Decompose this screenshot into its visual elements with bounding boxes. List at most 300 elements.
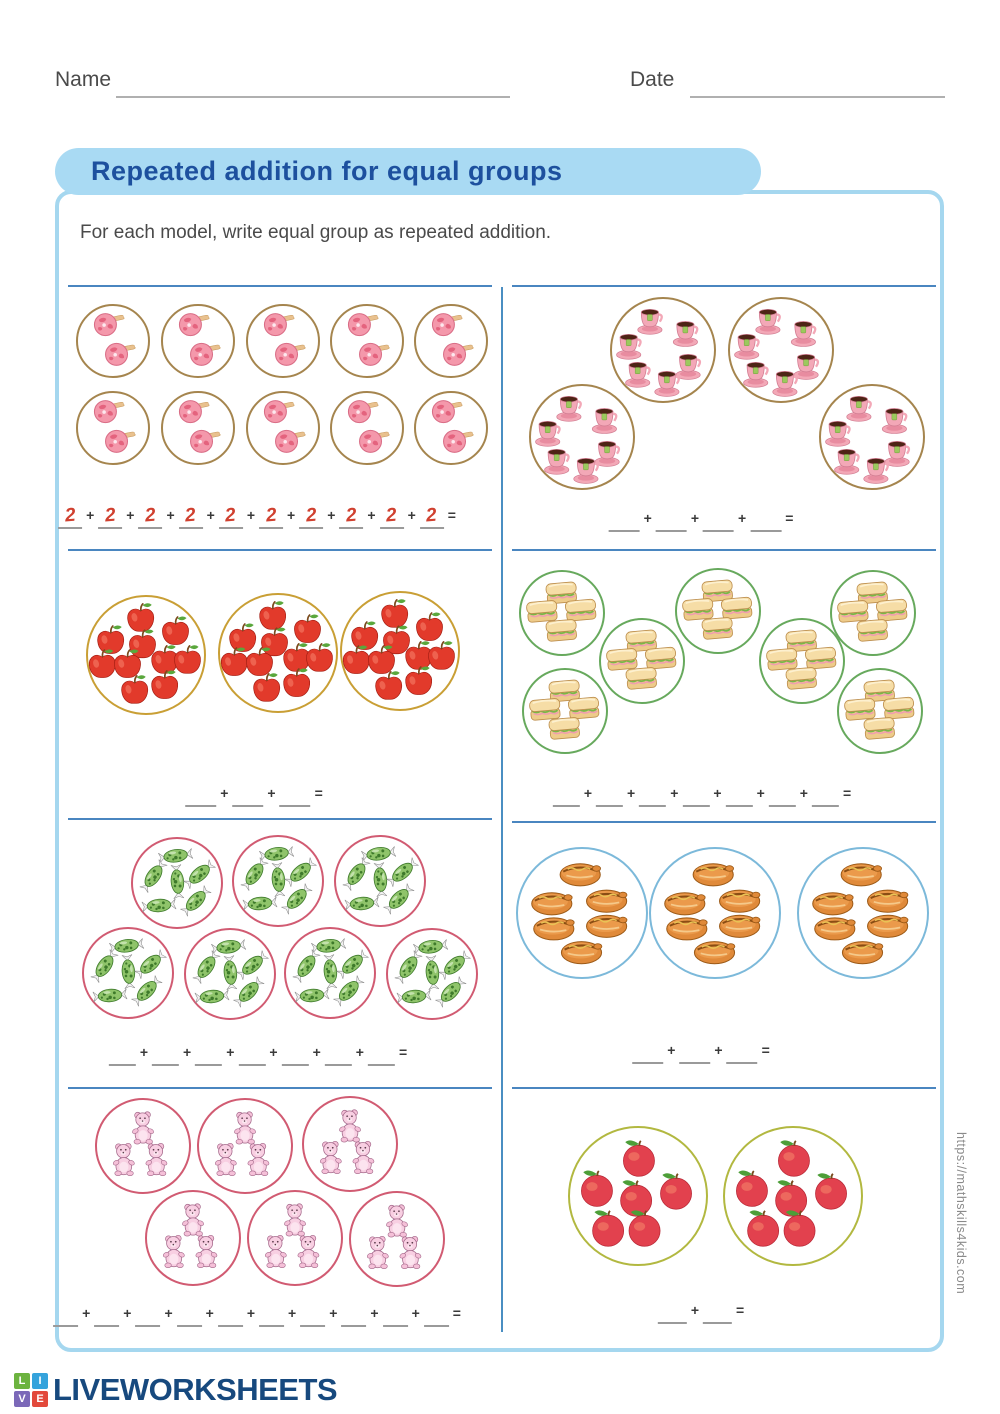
ham-icon xyxy=(348,401,378,423)
hotdog-icon xyxy=(813,893,853,915)
plus-sign: + xyxy=(627,785,636,801)
apple-icon xyxy=(416,612,442,640)
plus-sign: + xyxy=(164,1305,173,1321)
equals-sign: = xyxy=(842,785,852,801)
hotdog-icon xyxy=(841,864,881,886)
ham-icon xyxy=(444,343,474,365)
ham-group-circle xyxy=(330,391,404,465)
ham-icon xyxy=(432,401,462,423)
answer-blank[interactable] xyxy=(300,1303,325,1327)
candy-icon xyxy=(345,896,379,911)
candy-group-circle xyxy=(386,928,478,1020)
teacup-icon xyxy=(676,354,700,379)
bear-group-art xyxy=(199,1100,290,1191)
plus-sign: + xyxy=(355,1044,364,1060)
teacup-icon xyxy=(617,334,641,359)
teacup-icon xyxy=(638,309,662,334)
ham-icon xyxy=(179,401,209,423)
sandwich-icon xyxy=(837,600,869,622)
ham-icon xyxy=(94,401,124,423)
sandwich-icon xyxy=(876,599,908,621)
ham-icon xyxy=(191,430,221,452)
bear-icon xyxy=(319,1141,342,1173)
answer-blank[interactable] xyxy=(596,783,623,807)
bear-icon xyxy=(182,1204,205,1236)
ham-group-art xyxy=(163,306,232,375)
answer-blank[interactable] xyxy=(703,508,734,532)
apple-group-circle xyxy=(218,593,338,713)
plus-sign: + xyxy=(183,1044,192,1060)
hams-answer-row xyxy=(55,505,457,529)
apple-icon xyxy=(98,625,124,653)
answer-value: 2 xyxy=(264,504,278,527)
candy-icon xyxy=(223,955,238,989)
ham-group-circle xyxy=(246,304,320,378)
ham-group-art xyxy=(163,393,232,462)
answer-blank[interactable] xyxy=(341,1303,366,1327)
answer-blank[interactable] xyxy=(769,783,796,807)
teacup-icon xyxy=(882,409,906,434)
candy-icon xyxy=(131,975,164,1008)
answer-blank[interactable] xyxy=(135,1303,160,1327)
bear-icon xyxy=(339,1110,362,1142)
candies-answer-row xyxy=(106,1042,408,1066)
teacup-icon xyxy=(847,396,871,421)
ham-icon xyxy=(106,343,136,365)
answer-blank[interactable] xyxy=(679,1040,710,1064)
answer-blank[interactable] xyxy=(380,505,404,529)
candy-group-circle xyxy=(131,837,223,929)
hotdog-icon xyxy=(868,890,908,912)
answer-value: 2 xyxy=(304,504,318,527)
plus-sign: + xyxy=(126,507,135,523)
apple-icon xyxy=(152,670,178,698)
hotdog-icon xyxy=(815,918,855,940)
equals-sign: = xyxy=(452,1305,461,1321)
sandwich-icon xyxy=(721,597,753,619)
plus-sign: + xyxy=(411,1305,420,1321)
ham-group-art xyxy=(248,393,317,462)
apple-icon xyxy=(128,603,154,631)
answer-blank[interactable] xyxy=(280,783,311,807)
answer-value: 2 xyxy=(104,504,117,527)
candy-icon xyxy=(292,949,321,984)
answer-blank[interactable] xyxy=(94,1303,119,1327)
plus-sign: + xyxy=(643,510,652,526)
sandwiches-section-divider xyxy=(512,549,936,551)
answer-blank[interactable] xyxy=(639,783,666,807)
answer-blank[interactable] xyxy=(282,1042,309,1066)
teacup-group-circle xyxy=(728,297,834,403)
peach-group-circle xyxy=(568,1126,708,1266)
plus-sign: + xyxy=(269,1044,278,1060)
answer-blank[interactable] xyxy=(58,505,82,529)
answer-blank[interactable] xyxy=(259,1303,284,1327)
answer-blank[interactable] xyxy=(195,1042,222,1066)
hotdog-icon xyxy=(694,942,734,964)
teacup-icon xyxy=(864,458,888,483)
sandwich-icon xyxy=(568,697,600,719)
plus-sign: + xyxy=(799,785,808,801)
bear-group-circle xyxy=(247,1190,343,1286)
candy-icon xyxy=(139,859,168,894)
answer-blank[interactable] xyxy=(383,1303,408,1327)
answer-blank[interactable] xyxy=(109,1042,136,1066)
teacup-icon xyxy=(557,396,581,421)
candy-icon xyxy=(435,976,468,1009)
ham-icon xyxy=(444,430,474,452)
apple-icon xyxy=(284,643,310,671)
brand-text: LIVEWORKSHEETS xyxy=(53,1372,338,1407)
answer-blank[interactable] xyxy=(682,783,709,807)
answer-blank[interactable] xyxy=(424,1303,449,1327)
candy-icon xyxy=(311,937,346,954)
answer-blank[interactable] xyxy=(726,783,753,807)
hotdog-group-art xyxy=(799,849,926,976)
answer-blank[interactable] xyxy=(325,1042,352,1066)
answer-blank[interactable] xyxy=(656,508,687,532)
teacup-icon xyxy=(536,421,560,446)
sandwich-group-art xyxy=(524,670,605,751)
ham-group-art xyxy=(332,306,401,375)
answer-blank[interactable] xyxy=(339,505,363,529)
page-title: Repeated addition for equal groups xyxy=(91,156,563,186)
peach-group-circle xyxy=(723,1126,863,1266)
answer-value: 2 xyxy=(345,504,358,527)
candy-icon xyxy=(386,857,420,888)
answer-value: 2 xyxy=(144,504,157,527)
ham-icon xyxy=(432,314,462,336)
apple-group-art xyxy=(88,597,203,712)
sandwich-icon xyxy=(565,599,597,621)
apple-icon xyxy=(352,621,378,649)
equals-sign: = xyxy=(736,1302,745,1318)
ham-group-art xyxy=(248,306,317,375)
apple-icon xyxy=(294,614,320,642)
ham-icon xyxy=(360,343,390,365)
answer-blank[interactable] xyxy=(152,1042,179,1066)
brand-tile-i: I xyxy=(32,1373,48,1389)
plus-sign: + xyxy=(713,785,722,801)
sandwich-group-art xyxy=(601,620,682,701)
answer-blank[interactable] xyxy=(185,783,216,807)
ham-icon xyxy=(264,314,294,336)
teacup-group-art xyxy=(730,299,831,400)
bear-group-art xyxy=(304,1098,395,1189)
apple-icon xyxy=(428,641,454,669)
apple-icon xyxy=(260,601,286,629)
teacup-icon xyxy=(626,362,650,387)
bear-group-art xyxy=(97,1100,188,1191)
teacup-icon xyxy=(545,449,569,474)
bear-icon xyxy=(297,1235,320,1267)
plus-sign: + xyxy=(667,1042,676,1058)
answer-blank[interactable] xyxy=(179,505,203,529)
ham-group-circle xyxy=(330,304,404,378)
bear-group-circle xyxy=(95,1098,191,1194)
answer-blank[interactable] xyxy=(727,1040,758,1064)
plus-sign: + xyxy=(327,507,336,523)
bear-icon xyxy=(247,1143,270,1175)
hotdogs-section-divider xyxy=(512,821,936,823)
bear-icon xyxy=(145,1143,168,1175)
teacup-icon xyxy=(794,354,818,379)
teacup-icon xyxy=(655,371,679,396)
plus-sign: + xyxy=(288,1305,297,1321)
bear-group-circle xyxy=(302,1096,398,1192)
plus-sign: + xyxy=(205,1305,214,1321)
sandwich-icon xyxy=(864,717,896,739)
equals-sign: = xyxy=(314,785,323,801)
column-divider xyxy=(501,287,503,1332)
hotdog-icon xyxy=(693,864,733,886)
hotdog-icon xyxy=(561,942,601,964)
bear-icon xyxy=(112,1143,135,1175)
ham-icon xyxy=(191,343,221,365)
apple-icon xyxy=(129,630,155,658)
bear-icon xyxy=(366,1236,389,1268)
answer-blank[interactable] xyxy=(632,1040,663,1064)
candy-icon xyxy=(183,859,217,890)
plus-sign: + xyxy=(226,1044,235,1060)
answer-value: 2 xyxy=(425,504,438,527)
answer-blank[interactable] xyxy=(658,1300,687,1324)
apple-group-art xyxy=(342,593,457,708)
footer-logo xyxy=(14,1372,337,1408)
ham-group-circle xyxy=(246,391,320,465)
teacup-icon xyxy=(735,334,759,359)
apples-section-divider xyxy=(68,549,492,551)
sandwich-group-art xyxy=(839,670,920,751)
candy-icon xyxy=(284,857,318,888)
plus-sign: + xyxy=(670,785,679,801)
apple-icon xyxy=(406,666,432,694)
sandwich-group-art xyxy=(832,572,913,653)
candy-group-art xyxy=(186,930,273,1017)
bears-section-divider xyxy=(68,1087,492,1089)
bear-icon xyxy=(234,1112,257,1144)
sandwich-icon xyxy=(682,598,714,620)
peach-icon xyxy=(748,1210,779,1246)
peach-icon xyxy=(778,1140,809,1176)
bear-group-art xyxy=(249,1192,340,1283)
answer-blank[interactable] xyxy=(553,783,580,807)
answer-blank[interactable] xyxy=(98,505,122,529)
answer-blank[interactable] xyxy=(812,783,839,807)
candy-icon xyxy=(93,988,127,1003)
bear-icon xyxy=(386,1205,409,1237)
ham-icon xyxy=(264,401,294,423)
teacup-icon xyxy=(791,322,815,347)
plus-sign: + xyxy=(738,510,747,526)
plus-sign: + xyxy=(287,507,296,523)
apple-group-circle xyxy=(86,595,206,715)
answer-blank[interactable] xyxy=(750,508,781,532)
bear-icon xyxy=(399,1236,422,1268)
ham-group-art xyxy=(416,306,485,375)
answer-blank[interactable] xyxy=(368,1042,395,1066)
sandwich-icon xyxy=(549,717,581,739)
plus-sign: + xyxy=(329,1305,338,1321)
equals-sign: = xyxy=(398,1044,408,1060)
sandwich-group-art xyxy=(677,570,758,651)
candy-icon xyxy=(271,862,286,896)
plus-sign: + xyxy=(690,510,699,526)
name-label: Name xyxy=(55,68,112,91)
apple-icon xyxy=(284,668,310,696)
sandwich-icon xyxy=(786,667,818,689)
candy-icon xyxy=(233,976,266,1009)
bear-group-circle xyxy=(145,1190,241,1286)
plus-sign: + xyxy=(82,1305,91,1321)
teacup-icon xyxy=(835,449,859,474)
hams-section-divider xyxy=(68,285,492,287)
ham-group-art xyxy=(78,393,147,462)
answer-value: 2 xyxy=(224,504,237,527)
peaches-section-divider xyxy=(512,1087,936,1089)
brand-tile-l: L xyxy=(14,1373,30,1389)
candy-icon xyxy=(170,864,185,898)
teacup-group-art xyxy=(821,386,922,487)
answer-blank[interactable] xyxy=(259,505,283,529)
hotdogs-answer-row xyxy=(629,1040,771,1064)
answer-value: 2 xyxy=(385,504,398,527)
peach-group-art xyxy=(570,1128,705,1263)
apple-icon xyxy=(230,623,256,651)
hotdog-icon xyxy=(720,915,760,937)
teacups-section-divider xyxy=(512,285,936,287)
candy-icon xyxy=(361,845,396,862)
teacup-icon xyxy=(574,458,598,483)
ham-icon xyxy=(106,430,136,452)
answer-blank[interactable] xyxy=(703,1300,732,1324)
apple-icon xyxy=(122,675,148,703)
plus-sign: + xyxy=(690,1302,699,1318)
sandwich-group-circle xyxy=(837,668,923,754)
ham-icon xyxy=(276,343,306,365)
candy-icon xyxy=(397,989,431,1004)
answer-blank[interactable] xyxy=(138,505,162,529)
apple-icon xyxy=(383,626,409,654)
answer-blank[interactable] xyxy=(177,1303,202,1327)
answer-blank[interactable] xyxy=(238,1042,265,1066)
hotdog-icon xyxy=(667,918,707,940)
apple-group-art xyxy=(220,595,335,710)
answer-blank[interactable] xyxy=(218,1303,243,1327)
apple-icon xyxy=(254,673,280,701)
candy-group-art xyxy=(336,837,423,924)
teacup-group-circle xyxy=(819,384,925,490)
candy-icon xyxy=(158,847,193,864)
sandwich-icon xyxy=(526,600,558,622)
candy-icon xyxy=(109,937,144,954)
plus-sign: + xyxy=(139,1044,149,1060)
hotdog-icon xyxy=(560,864,600,886)
sandwich-group-circle xyxy=(675,568,761,654)
ham-group-circle xyxy=(414,391,488,465)
teacup-icon xyxy=(592,409,616,434)
apple-icon xyxy=(152,645,178,673)
candy-group-circle xyxy=(232,835,324,927)
apple-icon xyxy=(406,641,432,669)
answer-blank[interactable] xyxy=(219,505,243,529)
ham-icon xyxy=(348,314,378,336)
candy-group-art xyxy=(286,929,373,1016)
answer-blank[interactable] xyxy=(420,505,444,529)
apple-icon xyxy=(162,616,188,644)
plus-sign: + xyxy=(367,507,376,523)
sandwich-group-circle xyxy=(599,618,685,704)
teacup-icon xyxy=(756,309,780,334)
peaches-answer-row xyxy=(655,1300,745,1324)
ham-group-circle xyxy=(161,304,235,378)
answer-blank[interactable] xyxy=(232,783,263,807)
apple-icon xyxy=(306,643,332,671)
teacup-icon xyxy=(773,371,797,396)
answer-blank[interactable] xyxy=(299,505,323,529)
plus-sign: + xyxy=(312,1044,321,1060)
candy-icon xyxy=(438,950,472,981)
candy-group-circle xyxy=(284,927,376,1019)
bear-icon xyxy=(162,1235,185,1267)
sandwich-icon xyxy=(766,648,798,670)
hotdog-group-circle xyxy=(516,847,648,979)
candy-icon xyxy=(90,949,119,984)
candy-icon xyxy=(243,896,277,911)
candy-icon xyxy=(121,954,136,988)
candy-group-art xyxy=(133,839,220,926)
candy-icon xyxy=(295,988,329,1003)
teacup-group-art xyxy=(531,386,632,487)
ham-group-circle xyxy=(414,304,488,378)
answer-blank[interactable] xyxy=(53,1303,78,1327)
teacup-group-art xyxy=(612,299,713,400)
candies-section-divider xyxy=(68,818,492,820)
bear-group-circle xyxy=(197,1098,293,1194)
sandwich-icon xyxy=(645,647,677,669)
sandwich-icon xyxy=(529,698,561,720)
hotdog-group-circle xyxy=(649,847,781,979)
candy-group-art xyxy=(234,837,321,924)
ham-group-art xyxy=(78,306,147,375)
answer-blank[interactable] xyxy=(609,508,640,532)
ham-group-art xyxy=(416,393,485,462)
sandwich-icon xyxy=(844,698,876,720)
hotdog-icon xyxy=(587,890,627,912)
peach-icon xyxy=(623,1140,654,1176)
plus-sign: + xyxy=(756,785,765,801)
hotdog-icon xyxy=(842,942,882,964)
bear-icon xyxy=(132,1112,155,1144)
candy-icon xyxy=(333,975,366,1008)
teacup-icon xyxy=(673,322,697,347)
sandwich-icon xyxy=(857,619,889,641)
peach-icon xyxy=(593,1210,624,1246)
teacup-group-circle xyxy=(529,384,635,490)
sandwich-icon xyxy=(883,697,915,719)
brand-tile-v: V xyxy=(14,1391,30,1407)
brand-tiles xyxy=(14,1373,48,1407)
bear-group-art xyxy=(147,1192,238,1283)
teacup-icon xyxy=(744,362,768,387)
plus-sign: + xyxy=(246,507,255,523)
apple-icon xyxy=(382,599,408,627)
equals-sign: = xyxy=(761,1042,770,1058)
ham-icon xyxy=(94,314,124,336)
candy-icon xyxy=(373,862,388,896)
ham-icon xyxy=(179,314,209,336)
teacup-icon xyxy=(826,421,850,446)
